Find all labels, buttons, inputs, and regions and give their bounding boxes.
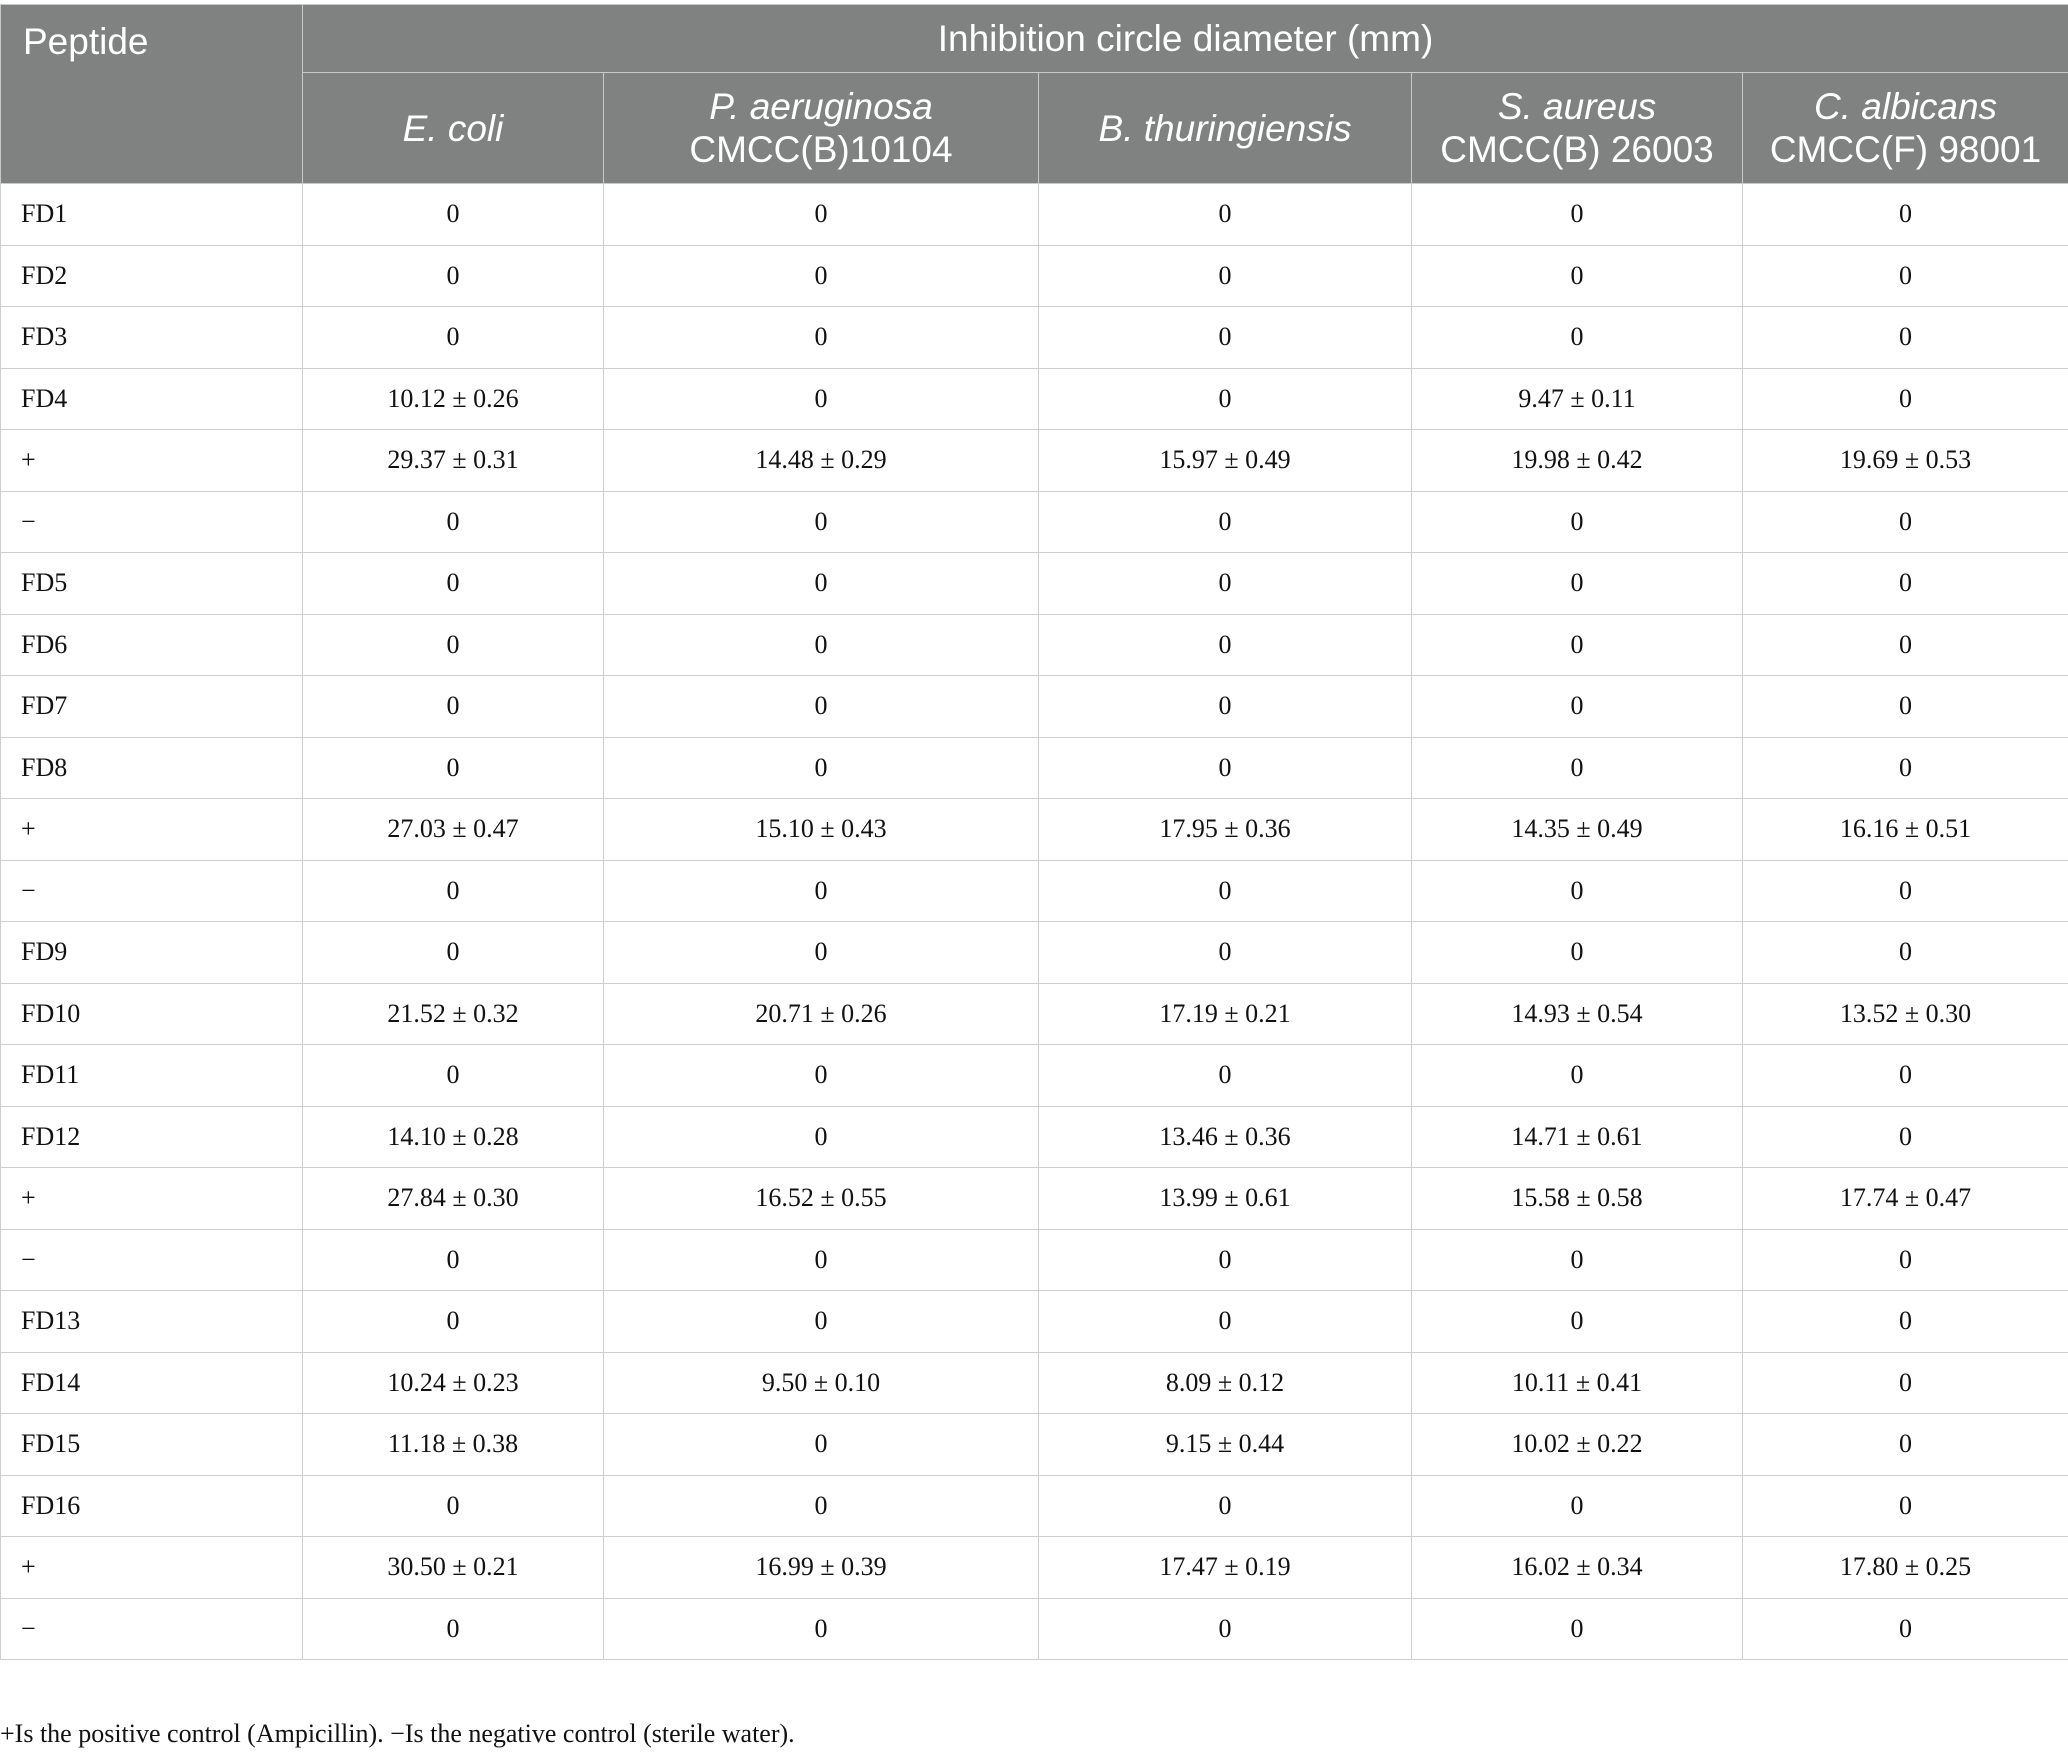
table-row: [1, 368, 2068, 430]
table-cell: 17.74 ± 0.47: [1743, 1168, 2068, 1230]
table-cell: 11.18 ± 0.38: [303, 1414, 604, 1476]
table-cell: 13.52 ± 0.30: [1743, 983, 2068, 1045]
table-cell: 0: [1039, 676, 1412, 738]
row-label: FD14: [1, 1352, 303, 1414]
table-cell: 0: [303, 184, 604, 246]
table-cell: 0: [1743, 1352, 2068, 1414]
table-cell: 0: [303, 614, 604, 676]
row-label: FD11: [1, 1045, 303, 1107]
table-row: [1, 1045, 2068, 1107]
table-cell: 0: [1039, 922, 1412, 984]
table-cell: 0: [604, 491, 1039, 553]
row-label: +: [1, 799, 303, 861]
table-cell: 0: [604, 1229, 1039, 1291]
table-cell: 0: [303, 1291, 604, 1353]
table-cell: 0: [604, 860, 1039, 922]
table-row: [1, 184, 2068, 246]
table-cell: 14.71 ± 0.61: [1412, 1106, 1743, 1168]
table-row: [1, 1414, 2068, 1476]
table-cell: 0: [303, 245, 604, 307]
table-cell: 30.50 ± 0.21: [303, 1537, 604, 1599]
table-cell: 0: [604, 184, 1039, 246]
table-cell: 0: [303, 676, 604, 738]
row-label: FD15: [1, 1414, 303, 1476]
table-cell: 0: [604, 614, 1039, 676]
table-cell: 0: [1743, 1414, 2068, 1476]
table-cell: 0: [1743, 1229, 2068, 1291]
table-cell: 0: [1039, 614, 1412, 676]
table-cell: 0: [303, 737, 604, 799]
table-cell: 0: [1743, 1106, 2068, 1168]
table-cell: 20.71 ± 0.26: [604, 983, 1039, 1045]
row-label: −: [1, 860, 303, 922]
row-label: FD1: [1, 184, 303, 246]
table-cell: 0: [604, 553, 1039, 615]
table-cell: 0: [1743, 307, 2068, 369]
table-cell: 17.19 ± 0.21: [1039, 983, 1412, 1045]
table-cell: 0: [604, 676, 1039, 738]
row-label: FD7: [1, 676, 303, 738]
table-row: [1, 553, 2068, 615]
row-label: FD16: [1, 1475, 303, 1537]
row-label: +: [1, 1168, 303, 1230]
table-row: [1, 307, 2068, 369]
table-row: [1, 1168, 2068, 1230]
table-cell: 0: [1039, 1229, 1412, 1291]
row-label: −: [1, 491, 303, 553]
table-cell: 0: [1039, 1291, 1412, 1353]
table-cell: 0: [604, 368, 1039, 430]
table-row: [1, 1598, 2068, 1660]
table-cell: 0: [1039, 860, 1412, 922]
table-cell: 0: [303, 860, 604, 922]
table-cell: 21.52 ± 0.32: [303, 983, 604, 1045]
table-cell: 9.15 ± 0.44: [1039, 1414, 1412, 1476]
table-cell: 0: [604, 1291, 1039, 1353]
inhibition-span-header: Inhibition circle diameter (mm): [303, 5, 2068, 73]
row-label: FD5: [1, 553, 303, 615]
table-cell: 0: [1412, 1598, 1743, 1660]
table-cell: 0: [1039, 1598, 1412, 1660]
table-cell: 13.99 ± 0.61: [1039, 1168, 1412, 1230]
table-cell: 0: [1412, 1229, 1743, 1291]
table-cell: 0: [1412, 245, 1743, 307]
table-cell: 19.69 ± 0.53: [1743, 430, 2068, 492]
row-label: FD4: [1, 368, 303, 430]
table-cell: 0: [1039, 491, 1412, 553]
table-cell: 13.46 ± 0.36: [1039, 1106, 1412, 1168]
row-label: +: [1, 430, 303, 492]
table-cell: 0: [1743, 614, 2068, 676]
table-cell: 0: [1039, 1045, 1412, 1107]
table-cell: 0: [1039, 737, 1412, 799]
organism-strain: CMCC(B) 26003: [1440, 129, 1714, 170]
table-cell: 0: [303, 922, 604, 984]
table-cell: 10.02 ± 0.22: [1412, 1414, 1743, 1476]
table-body: [1, 184, 2068, 1660]
row-label: +: [1, 1537, 303, 1599]
table-cell: 0: [1412, 614, 1743, 676]
column-header-c-albicans: [1743, 73, 2068, 184]
table-cell: 0: [303, 553, 604, 615]
table-cell: 16.52 ± 0.55: [604, 1168, 1039, 1230]
table-cell: 27.84 ± 0.30: [303, 1168, 604, 1230]
table-cell: 16.99 ± 0.39: [604, 1537, 1039, 1599]
row-label: FD13: [1, 1291, 303, 1353]
table-cell: 0: [303, 1598, 604, 1660]
table-row: [1, 922, 2068, 984]
organism-strain: CMCC(B)10104: [689, 129, 953, 170]
table-row: [1, 1537, 2068, 1599]
organism-name: P. aeruginosa: [709, 86, 933, 127]
inhibition-table: [0, 4, 2068, 1660]
table-row: [1, 676, 2068, 738]
column-header-s-aureus: [1412, 73, 1743, 184]
table-cell: 0: [1743, 737, 2068, 799]
table-cell: 9.50 ± 0.10: [604, 1352, 1039, 1414]
row-label: FD9: [1, 922, 303, 984]
table-cell: 0: [604, 1106, 1039, 1168]
table-cell: 0: [1743, 368, 2068, 430]
table-container: [0, 4, 2068, 1660]
table-cell: 0: [604, 737, 1039, 799]
table-cell: 0: [1743, 491, 2068, 553]
table-row: [1, 491, 2068, 553]
table-cell: 0: [1412, 553, 1743, 615]
table-cell: 16.02 ± 0.34: [1412, 1537, 1743, 1599]
table-cell: 10.11 ± 0.41: [1412, 1352, 1743, 1414]
table-cell: 0: [1412, 491, 1743, 553]
table-cell: 0: [604, 1598, 1039, 1660]
table-cell: 0: [1743, 245, 2068, 307]
table-row: [1, 1475, 2068, 1537]
table-cell: 0: [1412, 1475, 1743, 1537]
organism-name: S. aureus: [1497, 86, 1657, 127]
row-label: −: [1, 1598, 303, 1660]
table-cell: 17.95 ± 0.36: [1039, 799, 1412, 861]
table-cell: 0: [1412, 676, 1743, 738]
table-cell: 0: [1743, 1045, 2068, 1107]
table-cell: 0: [1039, 368, 1412, 430]
table-cell: 0: [1039, 184, 1412, 246]
table-cell: 10.12 ± 0.26: [303, 368, 604, 430]
table-cell: 15.58 ± 0.58: [1412, 1168, 1743, 1230]
table-cell: 0: [1039, 245, 1412, 307]
table-row: [1, 1229, 2068, 1291]
table-cell: 0: [1743, 1291, 2068, 1353]
organism-name: E. coli: [402, 107, 504, 149]
table-cell: 0: [1412, 860, 1743, 922]
table-cell: 0: [604, 307, 1039, 369]
table-row: [1, 1291, 2068, 1353]
table-cell: 27.03 ± 0.47: [303, 799, 604, 861]
organism-strain: CMCC(F) 98001: [1769, 129, 2042, 170]
table-cell: 0: [1743, 184, 2068, 246]
row-label: FD12: [1, 1106, 303, 1168]
column-header-e-coli: [303, 73, 604, 184]
row-label: −: [1, 1229, 303, 1291]
table-cell: 0: [1412, 1045, 1743, 1107]
table-cell: 0: [1412, 184, 1743, 246]
table-cell: 0: [1743, 1475, 2068, 1537]
table-cell: 0: [604, 1475, 1039, 1537]
table-cell: 0: [1039, 553, 1412, 615]
table-cell: 9.47 ± 0.11: [1412, 368, 1743, 430]
table-cell: 0: [303, 1229, 604, 1291]
column-header-b-thuringiensis: [1039, 73, 1412, 184]
table-row: [1, 737, 2068, 799]
table-cell: 16.16 ± 0.51: [1743, 799, 2068, 861]
row-label: FD2: [1, 245, 303, 307]
table-row: [1, 430, 2068, 492]
table-cell: 0: [604, 1045, 1039, 1107]
table-cell: 14.93 ± 0.54: [1412, 983, 1743, 1045]
table-cell: 14.35 ± 0.49: [1412, 799, 1743, 861]
table-cell: 0: [1412, 737, 1743, 799]
table-cell: 15.10 ± 0.43: [604, 799, 1039, 861]
table-header: [1, 5, 2068, 184]
organism-name: C. albicans: [1814, 86, 1998, 127]
table-row: [1, 1106, 2068, 1168]
table-cell: 0: [1743, 676, 2068, 738]
table-cell: 0: [604, 245, 1039, 307]
table-cell: 0: [303, 1475, 604, 1537]
table-cell: 0: [1412, 922, 1743, 984]
table-row: [1, 799, 2068, 861]
table-row: [1, 983, 2068, 1045]
row-label: FD3: [1, 307, 303, 369]
table-cell: 0: [1743, 922, 2068, 984]
table-cell: 0: [1412, 1291, 1743, 1353]
table-cell: 15.97 ± 0.49: [1039, 430, 1412, 492]
table-cell: 0: [604, 922, 1039, 984]
table-cell: 17.80 ± 0.25: [1743, 1537, 2068, 1599]
table-cell: 14.48 ± 0.29: [604, 430, 1039, 492]
table-cell: 0: [1743, 553, 2068, 615]
table-cell: 0: [1743, 860, 2068, 922]
table-cell: 29.37 ± 0.31: [303, 430, 604, 492]
table-cell: 17.47 ± 0.19: [1039, 1537, 1412, 1599]
row-label: FD10: [1, 983, 303, 1045]
table-cell: 0: [1039, 307, 1412, 369]
table-cell: 14.10 ± 0.28: [303, 1106, 604, 1168]
table-cell: 10.24 ± 0.23: [303, 1352, 604, 1414]
table-row: [1, 614, 2068, 676]
table-cell: 0: [303, 307, 604, 369]
table-cell: 0: [303, 491, 604, 553]
table-cell: 0: [303, 1045, 604, 1107]
table-row: [1, 1352, 2068, 1414]
row-label: FD6: [1, 614, 303, 676]
table-cell: 19.98 ± 0.42: [1412, 430, 1743, 492]
table-row: [1, 245, 2068, 307]
table-cell: 0: [1412, 307, 1743, 369]
row-label: FD8: [1, 737, 303, 799]
peptide-column-header: Peptide: [1, 5, 303, 184]
table-cell: 8.09 ± 0.12: [1039, 1352, 1412, 1414]
table-footnote: +Is the positive control (Ampicillin). −Is the negative control (sterile water).: [0, 1719, 795, 1748]
table-cell: 0: [1039, 1475, 1412, 1537]
table-cell: 0: [604, 1414, 1039, 1476]
column-header-p-aeruginosa: [604, 73, 1039, 184]
table-cell: 0: [1743, 1598, 2068, 1660]
table-row: [1, 860, 2068, 922]
organism-name: B. thuringiensis: [1098, 107, 1352, 149]
